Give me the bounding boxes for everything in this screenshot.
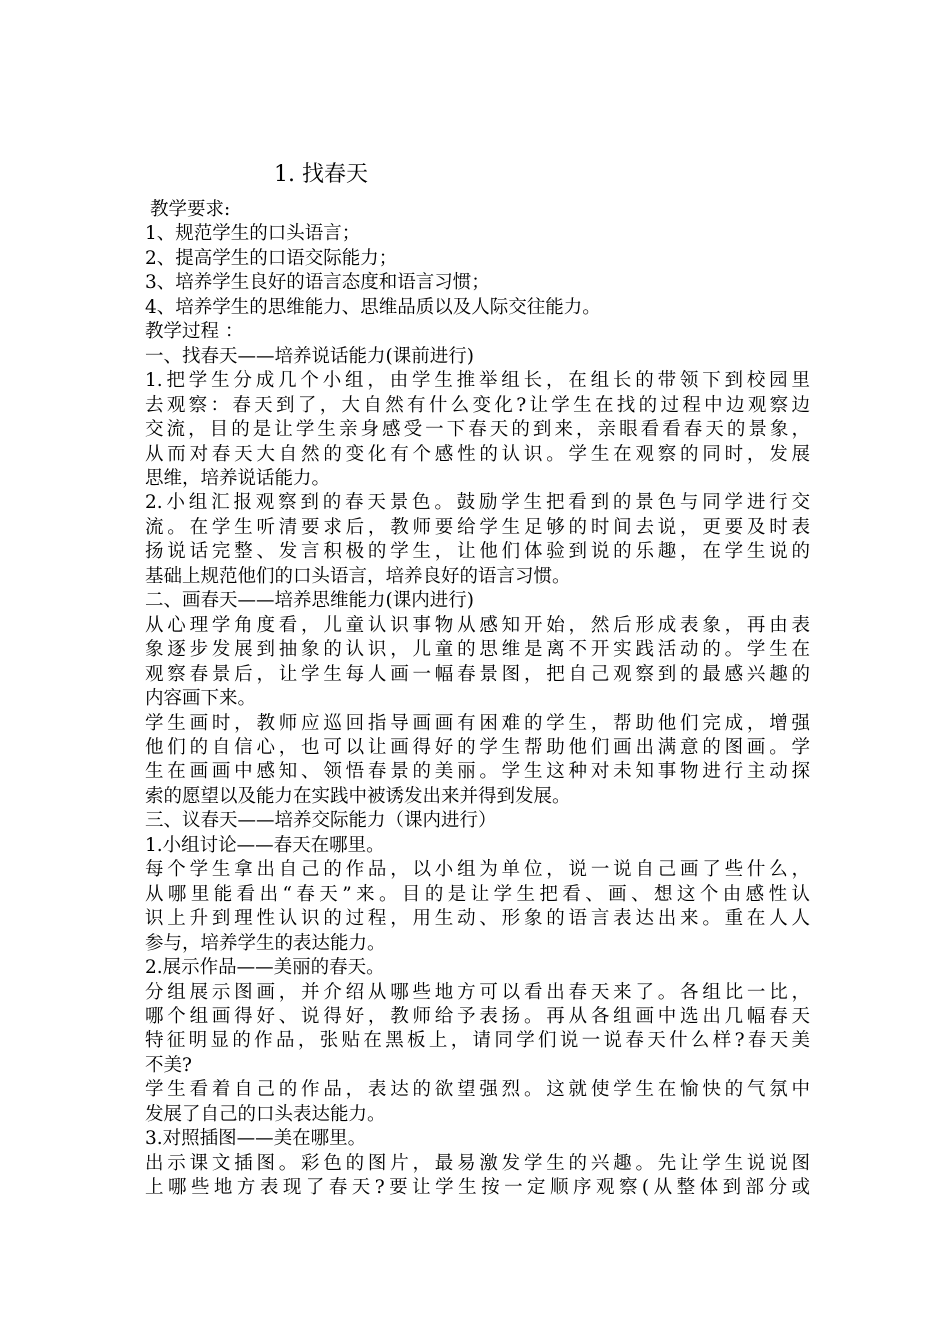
text-line: 从而对春天大自然的变化有个感性的认识。学生在观察的同时，发展 (145, 443, 810, 465)
text-line: 交流，目的是让学生亲身感受一下春天的到来，亲眼看看春天的景象， (145, 419, 810, 441)
text-line: 三、议春天——培养交际能力（课内进行） (145, 810, 497, 832)
text-line: 内容画下来。 (145, 688, 257, 710)
text-line: 去观察：春天到了，大自然有什么变化?让学生在找的过程中边观察边 (145, 394, 810, 416)
text-line: 从哪里能看出“春天”来。目的是让学生把看、画、想这个由感性认 (145, 883, 810, 905)
text-line: 2.展示作品——美丽的春天。 (145, 957, 385, 979)
document-title: 1. 找春天 (274, 162, 368, 187)
text-line: 扬说话完整、发言积极的学生，让他们体验到说的乐趣，在学生说的 (145, 541, 810, 563)
text-line: 索的愿望以及能力在实践中被诱发出来并得到发展。 (145, 785, 571, 807)
text-line: 上哪些地方表现了春天?要让学生按一定顺序观察(从整体到部分或 (145, 1177, 810, 1199)
text-line: 每个学生拿出自己的作品，以小组为单位，说一说自己画了些什么， (145, 859, 810, 881)
text-line: 特征明显的作品，张贴在黑板上，请同学们说一说春天什么样?春天美 (145, 1030, 810, 1052)
text-line: 象逐步发展到抽象的认识，儿童的思维是离不开实践活动的。学生在 (145, 639, 810, 661)
document-body (145, 198, 810, 1201)
text-line: 他们的自信心，也可以让画得好的学生帮助他们画出满意的图画。学 (145, 736, 810, 758)
text-line: 1.把学生分成几个小组，由学生推举组长，在组长的带领下到校园里 (145, 370, 810, 392)
text-line: 二、画春天——培养思维能力(课内进行) (145, 590, 474, 612)
text-line: 2、提高学生的口语交际能力； (145, 247, 398, 269)
text-line: 2.小组汇报观察到的春天景色。鼓励学生把看到的景色与同学进行交 (145, 492, 810, 514)
text-line: 参与，培养学生的表达能力。 (145, 932, 386, 954)
text-line: 基础上规范他们的口头语言，培养良好的语言习惯。 (145, 565, 571, 587)
text-line: 识上升到理性认识的过程，用生动、形象的语言表达出来。重在人人 (145, 908, 810, 930)
text-line: 1.小组讨论——春天在哪里。 (145, 834, 385, 856)
text-line: 思维，培养说话能力。 (145, 467, 331, 489)
text-line: 学生画时，教师应巡回指导画画有困难的学生，帮助他们完成，增强 (145, 712, 810, 734)
text-line: 从心理学角度看，儿童认识事物从感知开始，然后形成表象，再由表 (145, 614, 810, 636)
text-line: 一、找春天——培养说话能力(课前进行) (145, 345, 474, 367)
text-line: 学生看着自己的作品，表达的欲望强烈。这就使学生在愉快的气氛中 (145, 1079, 810, 1101)
text-line: 3、培养学生良好的语言态度和语言习惯； (145, 272, 490, 294)
text-line: 教学过程 ： (145, 321, 244, 343)
text-line: 4、培养学生的思维能力、思维品质以及人际交往能力。 (145, 296, 601, 318)
text-line: 出示课文插图。彩色的图片，最易激发学生的兴趣。先让学生说说图 (145, 1152, 810, 1174)
text-line: 生在画画中感知、领悟春景的美丽。学生这种对未知事物进行主动探 (145, 761, 810, 783)
text-line: 3.对照插图——美在哪里。 (145, 1128, 367, 1150)
text-line: 分组展示图画，并介绍从哪些地方可以看出春天来了。各组比一比， (145, 981, 810, 1003)
text-line: 1、规范学生的口头语言； (145, 223, 361, 245)
text-line: 流。在学生听清要求后，教师要给学生足够的时间去说，更要及时表 (145, 516, 810, 538)
text-line: 不美? (145, 1054, 192, 1076)
text-line: 哪个组画得好、说得好，教师给予表扬。再从各组画中选出几幅春天 (145, 1005, 810, 1027)
text-line: 发展了自己的口头表达能力。 (145, 1103, 386, 1125)
text-line: 观察春景后，让学生每人画一幅春景图，把自己观察到的最感兴趣的 (145, 663, 810, 685)
text-line: 教学要求: (150, 199, 231, 220)
